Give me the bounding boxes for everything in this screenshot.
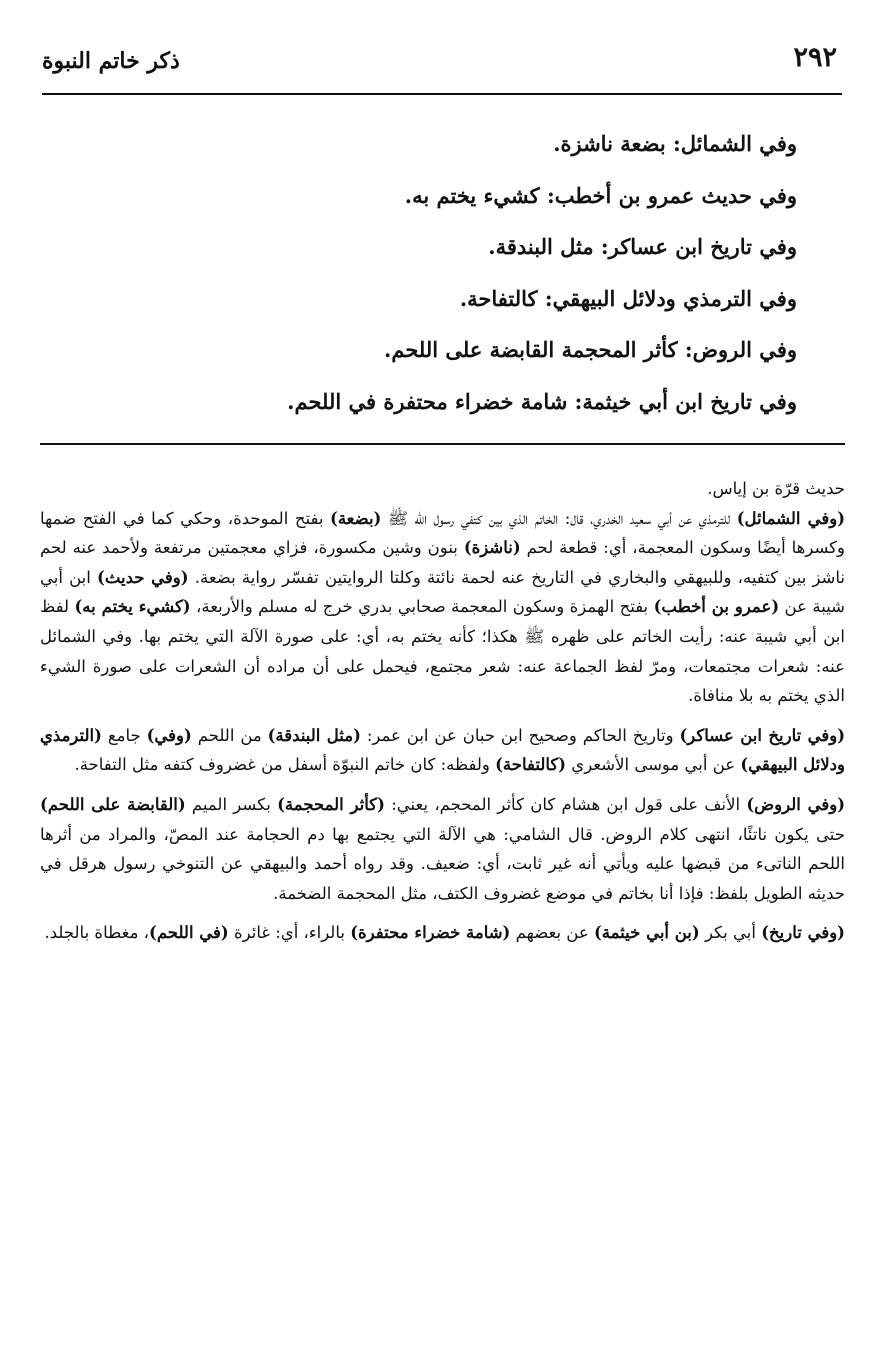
main-text-line: وفي تاريخ ابن أبي خيثمة: شامة خضراء محتفرة في اللحم. [287,388,797,414]
quoted-phrase: (وفي حديث) [97,567,189,587]
quoted-phrase: (وفي) [146,725,192,745]
commentary-paragraph [40,790,845,908]
main-text-line: وفي الترمذي ودلائل البيهقي: كالتفاحة. [459,285,797,311]
commentary-separator-rule [40,443,845,445]
quoted-phrase: (وفي الروض) [746,794,845,814]
quoted-phrase: (وفي تاريخ ابن عساكر) [679,725,846,745]
quoted-phrase: (بضعة) [330,508,382,528]
commentary-text: ابن أبي شيبة عن [40,567,845,617]
commentary-text: لفظ ابن أبي شيبة عنه: رأيت الخاتم على ظهره ﷺ هكذا؛ كأنه يختم به، أي: على صورة الآلة التي يختم بها. وفي الشمائل عنه: شعرات مجتمعات، ومرّ لفظ الجماعة عنه: شعر مجتمع، فيحمل على أن مراده أن الشعرات على صورة الشيء الذي يختم به بلا منافاة. [40,597,845,706]
commentary-paragraph [40,721,845,780]
commentary-block [40,474,845,948]
quoted-phrase: (كالتفاحة) [495,755,567,775]
commentary-text: ولفظه: كان خاتم النبوّة أسفل من غضروف كتفه مثل التفاحة. [74,755,496,775]
commentary-text: عن أبي موسى الأشعري [566,755,741,775]
commentary-text: عن بعضهم [510,923,594,943]
commentary-text: ، مغطاة بالجلد. [44,923,150,943]
quoted-phrase: (كأثر المحجمة) [277,794,385,814]
commentary-text: حتى يكون ناتئًا، انتهى كلام الروض. قال الشامي: هي الآلة التي يجتمع بها دم الحجامة عند المصّ، والمراد من أثرها اللحم الناتىء من قبضها عليه ويأتي أنه غير ثابت، أي: ضعيف. وقد رواه أحمد والبيهقي عن التنوخي رسول هرقل في حديثه الطويل بلفظ: فإذا أنا بخاتم في موضع غضروف الكتف، مثل المحجمة الضخمة. [40,824,845,903]
quoted-phrase: (مثل البندقة) [267,725,361,745]
header-rule [42,93,842,95]
commentary-text: بفتح الهمزة وسكون المعجمة صحابي بدري خرج له مسلم والأربعة، [190,597,654,617]
commentary-text: بكسر الميم [185,794,278,814]
quoted-phrase: (الترمذي ودلائل البيهقي) [40,725,845,775]
commentary-text: الأنف على قول ابن هشام كان كأثر المحجم، يعني: [384,794,747,814]
commentary-text: بفتح الموحدة، وحكي كما في الفتح ضمها وكسرها أيضًا وسكون المعجمة، أي: قطعة لحم [40,508,845,558]
quoted-phrase: (وفي تاريخ) [761,923,845,943]
commentary-text: من اللحم [191,725,268,745]
commentary-text: أبي بكر [699,923,762,943]
main-text-line: وفي الشمائل: بضعة ناشزة. [553,131,797,156]
commentary-text: للترمذي عن أبي سعيد الخدري، قال: الخاتم الذي بين كتفي رسول الله ﷺ [381,508,737,528]
page-number: ٢٩٢ [793,42,837,73]
quoted-phrase: (كشيء يختم به) [74,597,191,617]
commentary-text: بنون وشين مكسورة، فزاي معجمتين مرتفعة ولأحمد عنه لحم ناشز بين كتفيه، وللبيهقي والبخاري في التاريخ عنه لحمة نائتة وكلتا الروايتين تفسّر رواية بضعة. [40,538,846,587]
quoted-phrase: (وفي الشمائل) [736,508,845,528]
quoted-phrase: (القابضة على اللحم) [40,794,186,814]
main-text-line: وفي حديث عمرو بن أخطب: كشيء يختم به. [404,182,797,208]
commentary-paragraph [40,474,845,504]
commentary-paragraph [40,504,845,711]
commentary-text: بالراء، أي: غائرة [228,923,351,943]
commentary-text: وتاريخ الحاكم وصحيح ابن حبان عن ابن عمر: [360,725,680,745]
quoted-phrase: (ناشزة) [463,538,521,558]
commentary-paragraph [40,918,845,948]
main-text-line: وفي الروض: كأثر المحجمة القابضة على اللحم. [384,337,797,362]
quoted-phrase: (بن أبي خيثمة) [593,923,700,943]
quoted-phrase: (شامة خضراء محتفرة) [350,923,511,943]
commentary-text: حديث قرّة بن إياس. [707,479,845,498]
main-text-line: وفي تاريخ ابن عساكر: مثل البندقة. [488,234,797,259]
main-text-block [77,118,797,427]
commentary-text: جامع [101,725,147,745]
quoted-phrase: (عمرو بن أخطب) [653,597,780,617]
quoted-phrase: (في اللحم) [149,923,229,943]
running-title: ذكر خاتم النبوة [42,48,180,74]
